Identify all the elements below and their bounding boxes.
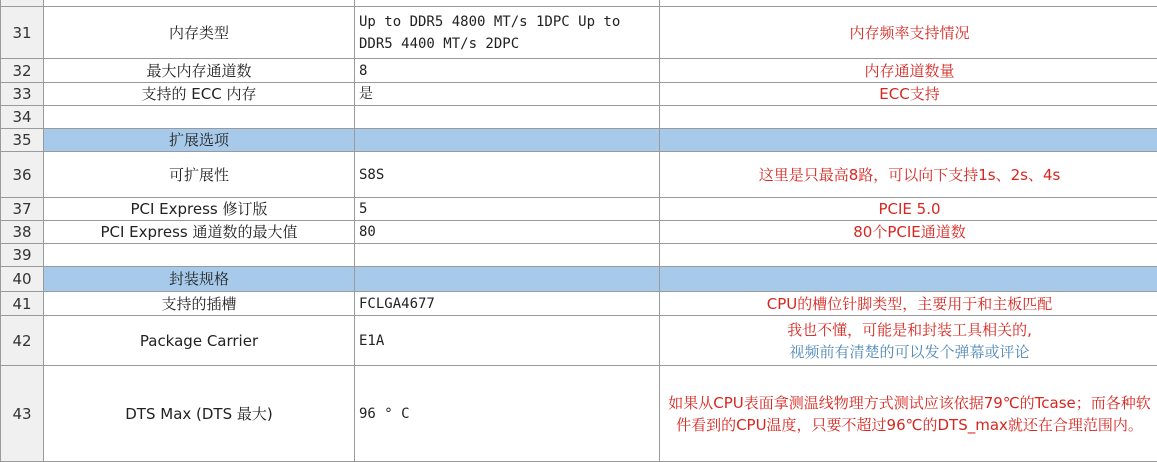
table-row xyxy=(1,7,1157,59)
cell-value[interactable]: 5 xyxy=(355,198,660,221)
row-number[interactable]: 42 xyxy=(1,316,44,366)
table-row xyxy=(1,83,1157,106)
cell-value[interactable]: 是 xyxy=(355,83,660,106)
cell-note[interactable] xyxy=(660,316,1157,366)
cell-note[interactable]: PCIE 5.0 xyxy=(660,198,1157,221)
table-row xyxy=(1,244,1157,267)
cell-name[interactable]: PCI Express 通道数的最大值 xyxy=(44,221,355,244)
cell-value[interactable]: S8S xyxy=(355,152,660,198)
cell-note[interactable] xyxy=(660,106,1157,129)
cell-value[interactable] xyxy=(355,244,660,267)
table-row xyxy=(1,59,1157,83)
cell-value[interactable]: 96 ° C xyxy=(355,366,660,462)
cell-name[interactable]: PCI Express 修订版 xyxy=(44,198,355,221)
row-number[interactable]: 32 xyxy=(1,59,44,83)
cell-value[interactable]: E1A xyxy=(355,316,660,366)
table-row xyxy=(1,152,1157,198)
row-number[interactable]: 41 xyxy=(1,292,44,316)
table-row xyxy=(1,316,1157,366)
cell-name[interactable] xyxy=(44,244,355,267)
cell-name[interactable]: Package Carrier xyxy=(44,316,355,366)
cell-note[interactable]: 内存通道数量 xyxy=(660,59,1157,83)
cell-note[interactable]: 如果从CPU表面拿测温线物理方式测试应该依据79℃的Tcase；而各种软件看到的CPU温度，只要不超过96℃的DTS_max就还在合理范围内。 xyxy=(660,366,1157,462)
table-row xyxy=(1,292,1157,316)
cell-note[interactable] xyxy=(660,129,1157,152)
row-number[interactable]: 37 xyxy=(1,198,44,221)
cell-note[interactable] xyxy=(660,267,1157,292)
cell-note[interactable] xyxy=(660,244,1157,267)
cell-name[interactable] xyxy=(44,106,355,129)
cell-name[interactable]: 支持的插槽 xyxy=(44,292,355,316)
row-number[interactable]: 36 xyxy=(1,152,44,198)
cell-note[interactable]: 内存频率支持情况 xyxy=(660,7,1157,59)
table-row xyxy=(1,221,1157,244)
cell-value[interactable]: 8 xyxy=(355,59,660,83)
section-row xyxy=(1,267,1157,292)
cell-name[interactable]: 最大内存通道数 xyxy=(44,59,355,83)
cell-name[interactable]: DTS Max (DTS 最大) xyxy=(44,366,355,462)
row-number[interactable]: 40 xyxy=(1,267,44,292)
cell-value[interactable] xyxy=(355,267,660,292)
cell-note[interactable]: 80个PCIE通道数 xyxy=(660,221,1157,244)
section-row xyxy=(1,129,1157,152)
row-number[interactable]: 35 xyxy=(1,129,44,152)
cell-note[interactable]: CPU的槽位针脚类型，主要用于和主板匹配 xyxy=(660,292,1157,316)
table-row xyxy=(1,198,1157,221)
note-line: 视频前有清楚的可以发个弹幕或评论 xyxy=(664,341,1155,363)
row-number[interactable]: 39 xyxy=(1,244,44,267)
row-number[interactable]: 33 xyxy=(1,83,44,106)
cell-note[interactable]: 这里是只最高8路，可以向下支持1s、2s、4s xyxy=(660,152,1157,198)
cell-note[interactable]: ECC支持 xyxy=(660,83,1157,106)
row-number[interactable]: 43 xyxy=(1,366,44,462)
cell-value[interactable] xyxy=(355,129,660,152)
section-title[interactable]: 扩展选项 xyxy=(44,129,355,152)
cell-name[interactable]: 支持的 ECC 内存 xyxy=(44,83,355,106)
row-number[interactable]: 31 xyxy=(1,7,44,59)
cell-value[interactable]: FCLGA4677 xyxy=(355,292,660,316)
cell-value[interactable]: Up to DDR5 4800 MT/s 1DPC Up to DDR5 4400 MT/s 2DPC xyxy=(355,7,660,59)
cell-value[interactable] xyxy=(355,106,660,129)
cell-name[interactable]: 可扩展性 xyxy=(44,152,355,198)
section-title[interactable]: 封装规格 xyxy=(44,267,355,292)
table-row xyxy=(1,106,1157,129)
table-row xyxy=(1,366,1157,462)
row-number[interactable]: 38 xyxy=(1,221,44,244)
cell-value[interactable]: 80 xyxy=(355,221,660,244)
row-number[interactable]: 34 xyxy=(1,106,44,129)
cell-name[interactable]: 内存类型 xyxy=(44,7,355,59)
note-line: 我也不懂，可能是和封装工具相关的, xyxy=(664,319,1155,341)
